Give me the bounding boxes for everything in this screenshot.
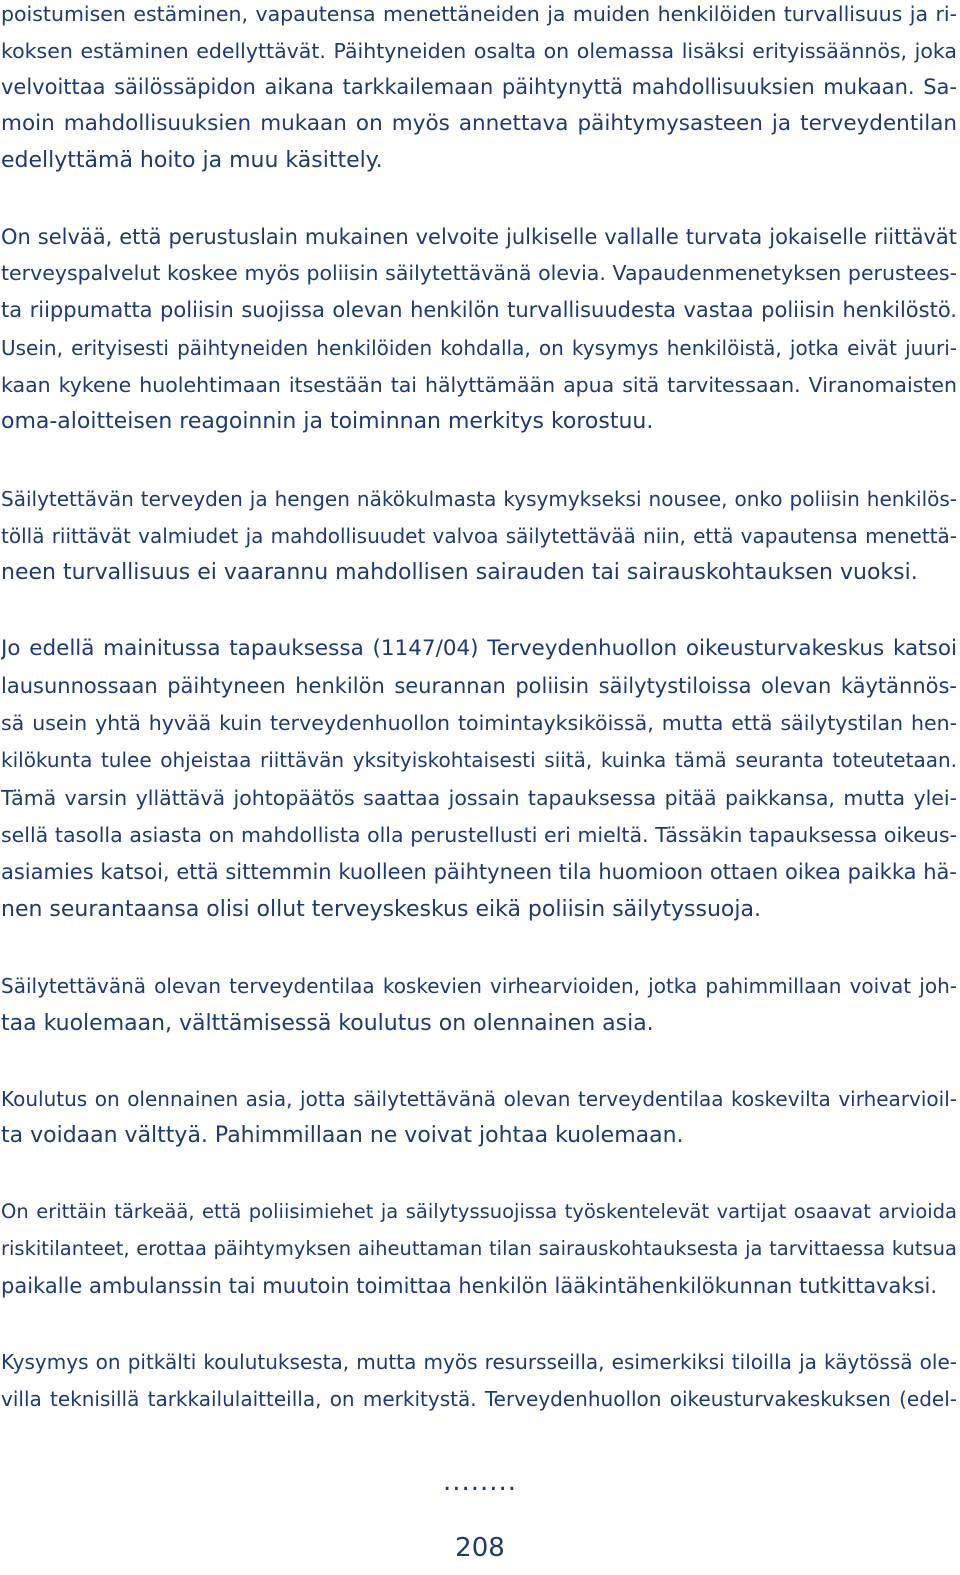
text-line: nen seurantaansa olisi ollut terveyskeskus eikä poliisin säilytyssuoja. [1, 897, 761, 922]
text-line: terveyspalvelut koskee myös poliisin säilytettävänä olevia. Vapaudenmenetyksen perustees- [1, 261, 957, 285]
text-line: ta riippumatta poliisin suojissa olevan henkilön turvallisuudesta vastaa poliisin henkilöstö. [1, 298, 957, 322]
text-line: ta voidaan välttyä. Pahimmillaan ne voivat johtaa kuolemaan. [1, 1123, 684, 1148]
text-line: Tämä varsin yllättävä johtopäätös saattaa jossain tapauksessa pitää paikkansa, mutta ylei- [1, 786, 957, 810]
footer-dots: ........ [442, 1467, 518, 1497]
text-line: On erittäin tärkeää, että poliisimiehet ja säilytyssuojissa työskentelevät vartijat osaavat arvioida [1, 1200, 957, 1223]
text-line: edellyttämä hoito ja muu käsittely. [1, 148, 383, 173]
text-line: Säilytettävän terveyden ja hengen näkökulmasta kysymykseksi nousee, onko poliisin henkilös- [1, 487, 957, 511]
text-line: villa teknisillä tarkkailulaitteilla, on merkitystä. Terveydenhuollon oikeusturvakeskuksen (edel- [1, 1387, 957, 1411]
text-line: asiamies katsoi, että sittemmin kuolleen päihtyneen tila huomioon ottaen oikea paikka hä- [1, 860, 957, 884]
text-line: Koulutus on olennainen asia, jotta säilytettävänä olevan terveydentilaa koskevilta virhearvioil- [1, 1087, 957, 1111]
text-line: taa kuolemaan, välttämisessä koulutus on olennainen asia. [1, 1011, 654, 1036]
text-line: Säilytettävänä olevan terveydentilaa koskevien virhearvioiden, jotka pahimmillaan voivat joh- [1, 974, 957, 998]
text-line: kaan kykene huolehtimaan itsestään tai hälyttämään apua sitä tarvitessaan. Viranomaisten [1, 373, 957, 397]
text-line: Jo edellä mainitussa tapauksessa (1147/04) Terveydenhuollon oikeusturvakeskus katsoi [1, 636, 957, 661]
text-line: koksen estäminen edellyttävät. Päihtyneiden osalta on olemassa lisäksi erityissäännös, joka [1, 39, 957, 63]
text-line: kilökunta tulee ohjeistaa riittävän yksityiskohtaisesti siitä, kuinka tämä seuranta toteutetaan. [1, 748, 957, 772]
text-line: Usein, erityisesti päihtyneiden henkilöiden kohdalla, on kysymys henkilöistä, jotka eivät juuri- [1, 336, 957, 360]
text-line: riskitilanteet, erottaa päihtymyksen aiheuttaman tilan sairauskohtauksesta ja tarvittaessa kutsua [1, 1237, 957, 1260]
text-line: poistumisen estäminen, vapautensa menettäneiden ja muiden henkilöiden turvallisuus ja ri- [1, 2, 957, 26]
text-line: Kysymys on pitkälti koulutuksesta, mutta myös resursseilla, esimerkiksi tiloilla ja käytössä ole- [1, 1350, 957, 1374]
text-line: lausunnossaan päihtyneen henkilön seurannan poliisin säilytystiloissa olevan käytännös- [1, 674, 957, 698]
text-line: velvoittaa säilössäpidon aikana tarkkailemaan päihtynyttä mahdollisuuksien mukaan. Sa- [1, 75, 957, 99]
text-line: sellä tasolla asiasta on mahdollista olla perustellusti eri mieltä. Tässäkin tapauksessa oikeus- [1, 823, 957, 847]
text-line: On selvää, että perustuslain mukainen velvoite julkiselle vallalle turvata jokaiselle riittävät [1, 225, 957, 249]
text-line: neen turvallisuus ei vaarannu mahdollisen sairauden tai sairauskohtauksen vuoksi. [1, 560, 918, 585]
text-line: paikalle ambulanssin tai muutoin toimittaa henkilön lääkintähenkilökunnan tutkittavaksi. [1, 1274, 938, 1298]
text-line: sä usein yhtä hyvää kuin terveydenhuollon toimintayksiköissä, mutta että säilytystilan hen- [1, 711, 957, 735]
page-number: 208 [455, 1533, 505, 1563]
text-line: oma-aloitteisen reagoinnin ja toiminnan merkitys korostuu. [1, 409, 654, 434]
text-line: moin mahdollisuuksien mukaan on myös annettava päihtymysasteen ja terveydentilan [1, 111, 957, 136]
text-line: töllä riittävät valmiudet ja mahdollisuudet valvoa säilytettävää niin, että vapautensa menettä- [1, 524, 957, 548]
